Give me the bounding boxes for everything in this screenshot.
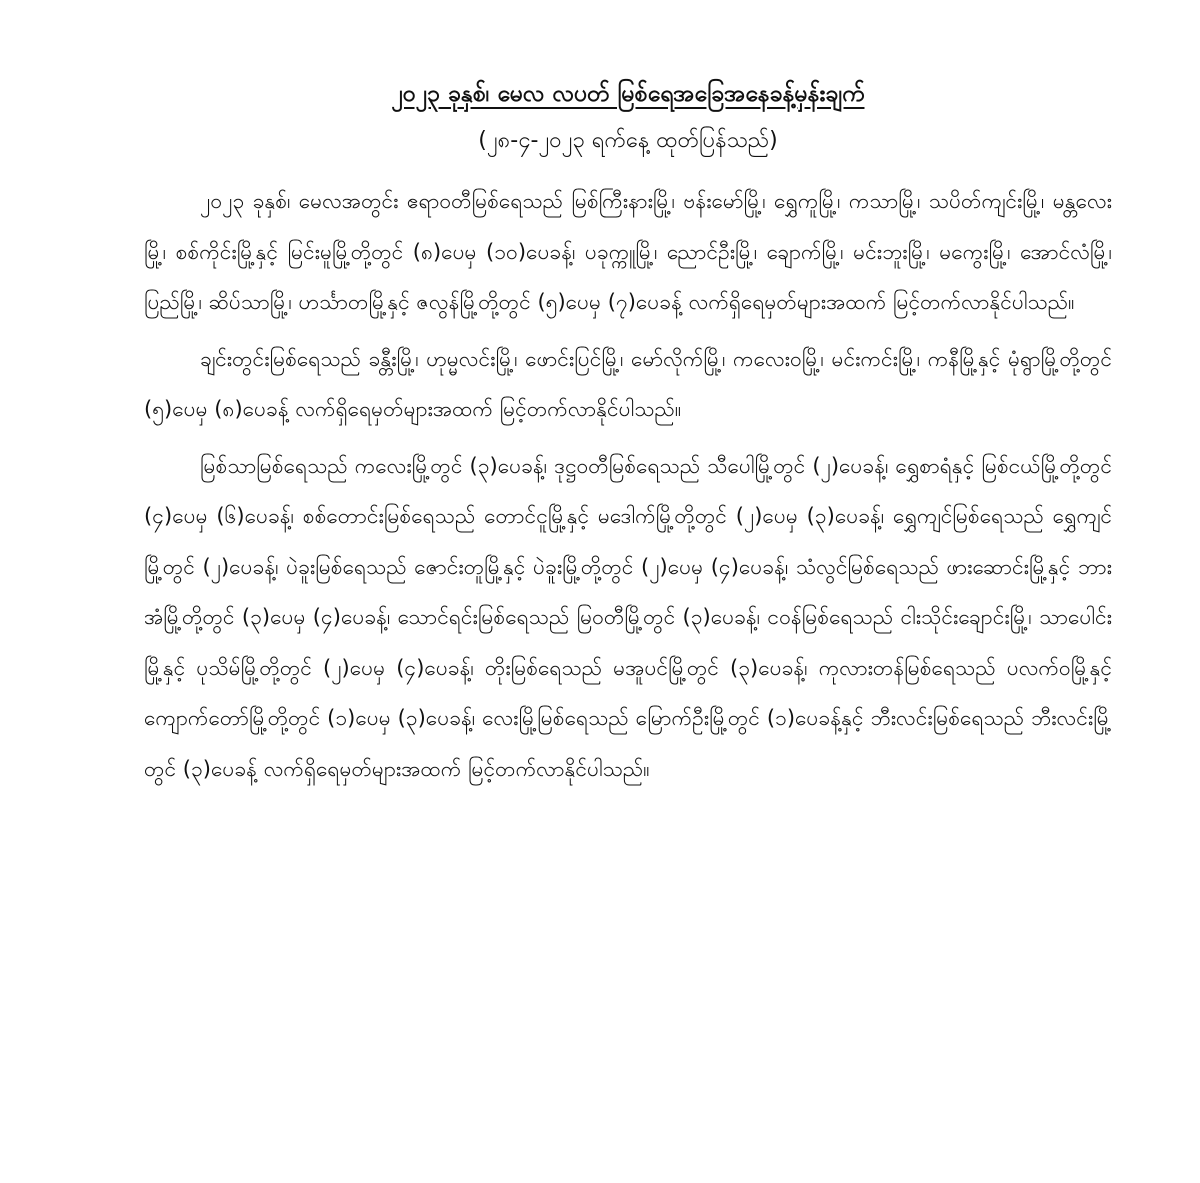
document-subtitle: (၂၈-၄-၂၀၂၃ ရက်နေ့ ထုတ်ပြန်သည်) (478, 128, 778, 153)
document-page (144, 70, 1112, 1130)
paragraph-other-rivers: မြစ်သာမြစ်ရေသည် ကလေးမြို့တွင် (၃)ပေခန့်၊ ဒုဋ္ဌဝတီမြစ်ရေသည် သီပေါမြို့တွင် (၂)ပေခန့်၊ ရွှေစာရံနှင့် မြစ်ငယ်မြို့တို့တွင် (၄)ပေမှ (၆)ပေခန့်၊ စစ်တောင်းမြစ်ရေသည် တောင်ငူမြို့နှင့် မဒေါက်မြို့တို့တွင် (၂)ပေမှ (၃)ပေခန့်၊ ရွှေကျင်မြစ်ရေသည် ရွှေကျင်မြို့တွင် (၂)ပေခန့်၊ ပဲခူးမြစ်ရေသည် ဇောင်းတူမြို့နှင့် ပဲခူးမြို့တို့တွင် (၂)ပေမှ (၄)ပေခန့်၊ သံလွင်မြစ်ရေသည် ဖားဆောင်းမြို့နှင့် ဘားအံမြို့တို့တွင် (၃)ပေမှ (၄)ပေခန့်၊ သောင်ရင်းမြစ်ရေသည် မြဝတီမြို့တွင် (၃)ပေခန့်၊ ငဝန်မြစ်ရေသည် ငါးသိုင်းချောင်းမြို့၊ သာပေါင်းမြို့နှင့် ပုသိမ်မြို့တို့တွင် (၂)ပေမှ (၄)ပေခန့်၊ တိုးမြစ်ရေသည် မအူပင်မြို့တွင် (၃)ပေခန့်၊ ကုလားတန်မြစ်ရေသည် ပလက်ဝမြို့နှင့် ကျောက်တော်မြို့တို့တွင် (၁)ပေမှ (၃)ပေခန့်၊ လေးမြို့မြစ်ရေသည် မြောက်ဦးမြို့တွင် (၁)ပေခန့်နှင့် ဘီးလင်းမြစ်ရေသည် ဘီးလင်းမြို့တွင် (၃)ပေခန့် လက်ရှိရေမှတ်များအထက် မြင့်တက်လာနိုင်ပါသည်။ (144, 453, 1112, 781)
document-title: ၂၀၂၃ ခုနှစ်၊ မေလ လပတ် မြစ်ရေအခြေအနေခန့်မှန်းချက် (391, 81, 865, 107)
paragraph-chindwin: ချင်းတွင်းမြစ်ရေသည် ခန္တီးမြို့၊ ဟုမ္မလင်းမြို့၊ ဖောင်းပြင်မြို့၊ မော်လိုက်မြို့၊ ကလေးဝမြို့၊ မင်းကင်းမြို့၊ ကနီမြို့နှင့် မုံရွာမြို့တို့တွင် (၅)ပေမှ (၈)ပေခန့် လက်ရှိရေမှတ်များအထက် မြင့်တက်လာနိုင်ပါသည်။ (144, 346, 1112, 421)
paragraph-ayeyarwady: ၂၀၂၃ ခုနှစ်၊ မေလအတွင်း ဧရာဝတီမြစ်ရေသည် မြစ်ကြီးနားမြို့၊ ဗန်းမော်မြို့၊ ရွှေကူမြို့၊ ကသာမြို့၊ သပိတ်ကျင်းမြို့၊ မန္တလေးမြို့၊ စစ်ကိုင်းမြို့နှင့် မြင်းမူမြို့တို့တွင် (၈)ပေမှ (၁၀)ပေခန့်၊ ပခုက္ကူမြို့၊ ညောင်ဦးမြို့၊ ချောက်မြို့၊ မင်းဘူးမြို့၊ မကွေးမြို့၊ အောင်လံမြို့၊ ပြည်မြို့၊ ဆိပ်သာမြို့၊ ဟင်္သာတမြို့နှင့် ဇလွန်မြို့တို့တွင် (၅)ပေမှ (၇)ပေခန့် လက်ရှိရေမှတ်များအထက် မြင့်တက်လာနိုင်ပါသည်။ (144, 189, 1112, 314)
